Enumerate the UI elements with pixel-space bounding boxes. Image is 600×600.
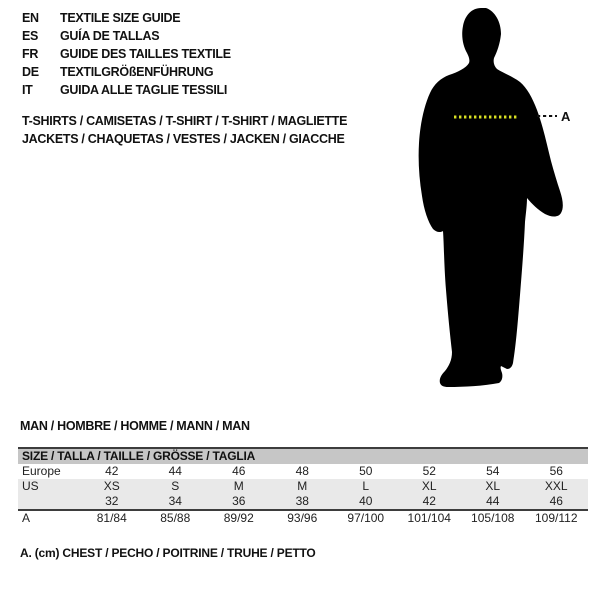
- language-guide-list: [22, 9, 231, 99]
- size-cell: 56: [549, 464, 563, 478]
- row-label: [18, 494, 80, 509]
- size-cell: M: [297, 479, 308, 493]
- size-cell: S: [171, 479, 180, 493]
- table-row: [18, 464, 588, 479]
- language-code: DE: [22, 65, 39, 79]
- size-cell: 40: [359, 494, 373, 508]
- size-cell: XL: [421, 479, 437, 493]
- size-table: [18, 447, 588, 526]
- table-row: [18, 479, 588, 494]
- language-label: GUIDA ALLE TAGLIE TESSILI: [60, 83, 228, 97]
- size-cell: 50: [359, 464, 373, 478]
- size-cell: M: [233, 479, 244, 493]
- section-heading-man: MAN / HOMBRE / HOMME / MANN / MAN: [20, 419, 250, 433]
- language-label: GUIDE DES TAILLES TEXTILE: [60, 47, 231, 61]
- language-label: TEXTILGRÖßENFÜHRUNG: [60, 65, 214, 79]
- size-cell: 105/108: [471, 511, 515, 525]
- language-code: ES: [22, 29, 39, 43]
- language-code: FR: [22, 47, 39, 61]
- size-cell: 81/84: [96, 511, 127, 525]
- size-cell: 52: [422, 464, 436, 478]
- size-cell: 46: [232, 464, 246, 478]
- row-label: Europe: [22, 464, 61, 478]
- size-cell: 44: [486, 494, 500, 508]
- size-cell: 34: [168, 494, 182, 508]
- size-cell: 54: [486, 464, 500, 478]
- size-table-header: SIZE / TALLA / TAILLE / GRÖSSE / TAGLIA: [18, 447, 588, 464]
- language-code: IT: [22, 83, 33, 97]
- size-cell: 101/104: [407, 511, 451, 525]
- table-row: [18, 494, 588, 509]
- man-silhouette-figure: [405, 0, 580, 400]
- language-row: [22, 27, 231, 45]
- row-label: US: [22, 479, 39, 493]
- size-cell: 48: [295, 464, 309, 478]
- language-label: TEXTILE SIZE GUIDE: [60, 11, 181, 25]
- language-label: GUÍA DE TALLAS: [60, 29, 160, 43]
- language-code: EN: [22, 11, 39, 25]
- size-cell: 93/96: [287, 511, 318, 525]
- table-row: [18, 509, 588, 526]
- language-row: [22, 45, 231, 63]
- size-cell: 109/112: [535, 511, 578, 525]
- size-cell: L: [362, 479, 370, 493]
- language-row: [22, 81, 231, 99]
- size-cell: XL: [485, 479, 501, 493]
- size-cell: 97/100: [347, 511, 385, 525]
- row-label: A: [22, 511, 31, 525]
- size-cell: 42: [105, 464, 119, 478]
- size-cell: 89/92: [223, 511, 254, 525]
- measure-label: A: [561, 109, 571, 124]
- category-lines: [22, 112, 347, 148]
- size-cell: 42: [422, 494, 436, 508]
- size-cell: XXL: [544, 479, 568, 493]
- size-cell: 38: [295, 494, 309, 508]
- size-cell: 32: [105, 494, 119, 508]
- category-jackets: JACKETS / CHAQUETAS / VESTES / JACKEN / GIACCHE: [22, 132, 345, 146]
- size-cell: 44: [168, 464, 182, 478]
- size-cell: XS: [103, 479, 120, 493]
- man-silhouette: [419, 8, 563, 387]
- size-cell: 85/88: [160, 511, 191, 525]
- language-row: [22, 63, 231, 81]
- language-row: [22, 9, 231, 27]
- size-cell: 36: [232, 494, 246, 508]
- category-tshirts: T-SHIRTS / CAMISETAS / T-SHIRT / T-SHIRT / MAGLIETTE: [22, 114, 348, 128]
- size-cell: 46: [549, 494, 563, 508]
- footnote-chest: A. (cm) CHEST / PECHO / POITRINE / TRUHE / PETTO: [20, 546, 316, 560]
